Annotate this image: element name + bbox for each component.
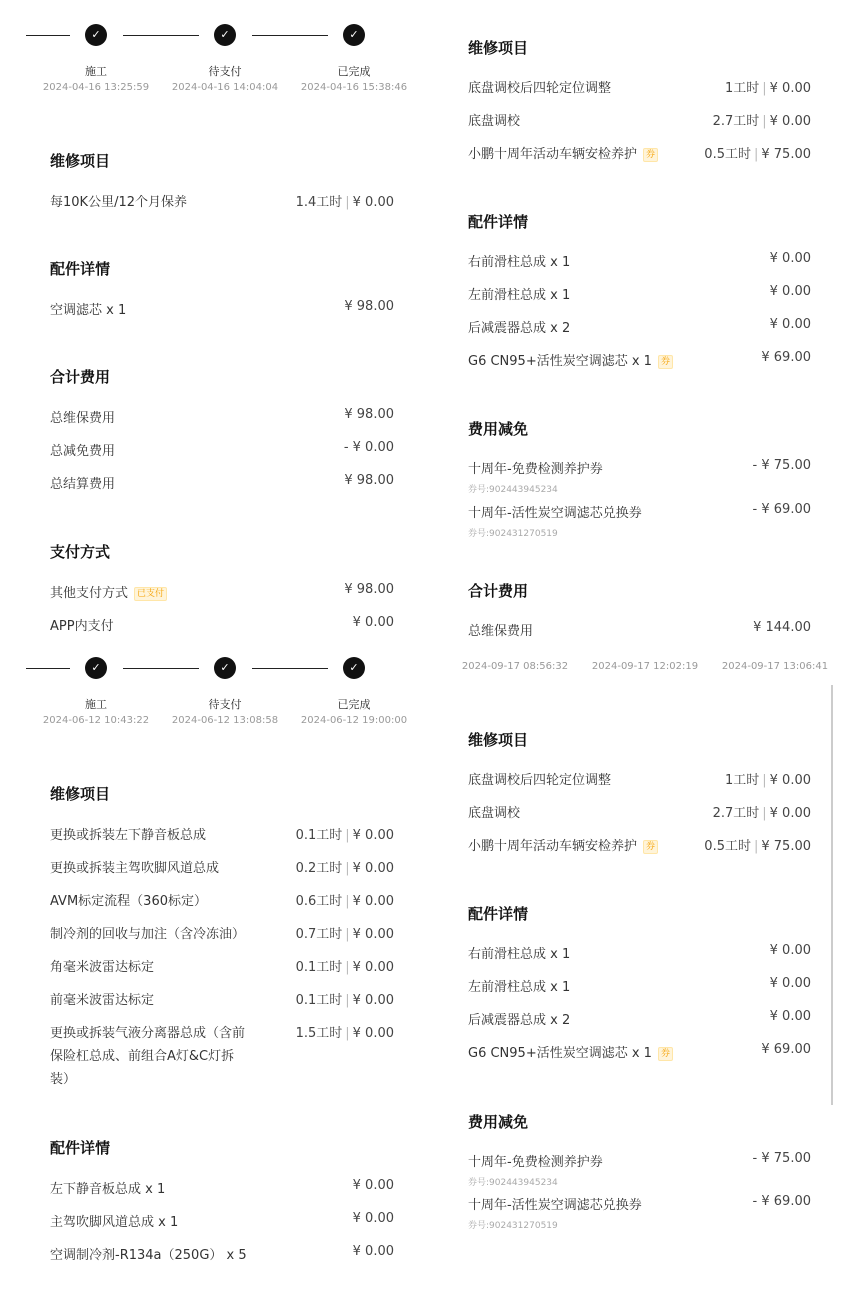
- order-panel-april: [0, 0, 430, 645]
- check-icon: ✓: [343, 657, 365, 679]
- progress-line: [26, 668, 70, 669]
- payment-price: ¥ 98.00: [344, 582, 394, 597]
- step-label: 施工: [85, 65, 107, 78]
- part-name: 左前滑柱总成 x 1: [468, 288, 571, 303]
- section-title: 支付方式: [50, 543, 111, 561]
- check-icon: ✓: [85, 24, 107, 46]
- item-name: 更换或拆装主驾吹脚风道总成: [50, 861, 220, 876]
- item-value: 1工时 | ¥ 0.00: [724, 773, 811, 788]
- discount-row: [468, 502, 811, 526]
- repair-item-row: [50, 923, 394, 947]
- check-icon: ✓: [85, 657, 107, 679]
- item-value: 2.7工时 | ¥ 0.00: [712, 114, 811, 129]
- progress-line: [252, 35, 328, 36]
- part-price: ¥ 0.00: [769, 943, 811, 958]
- part-name: 空调滤芯 x 1: [50, 303, 127, 318]
- progress-line: [123, 668, 199, 669]
- total-name: 总减免费用: [50, 444, 116, 459]
- step-time: 2024-04-16 13:25:59: [42, 82, 150, 93]
- item-value: 2.7工时 | ¥ 0.00: [712, 806, 811, 821]
- total-row: [50, 440, 394, 464]
- repair-item-row: [468, 110, 811, 134]
- step-label: 已完成: [337, 698, 371, 711]
- total-row: [50, 407, 394, 431]
- discount-row: [468, 458, 811, 482]
- section-title: 配件详情: [468, 905, 529, 923]
- item-name: 底盘调校后四轮定位调整: [468, 773, 612, 788]
- progress-line: [252, 668, 328, 669]
- discount-name: 十周年-免费检测养护券: [468, 462, 603, 477]
- part-price: ¥ 69.00: [761, 1042, 811, 1057]
- total-price: ¥ 98.00: [344, 407, 394, 422]
- discount-name: 十周年-活性炭空调滤芯兑换券: [468, 506, 642, 521]
- part-row: [468, 976, 811, 1000]
- section-title: 维修项目: [50, 785, 111, 803]
- part-price: ¥ 0.00: [769, 284, 811, 299]
- repair-item-row: [50, 1022, 394, 1092]
- section-title: 合计费用: [468, 582, 529, 600]
- item-name: 小鹏十周年活动车辆安检养护 券: [468, 835, 658, 854]
- coupon-badge: 券: [658, 355, 673, 369]
- repair-item-row: [50, 956, 394, 980]
- total-name: 总结算费用: [50, 477, 116, 492]
- part-row: [468, 350, 811, 374]
- part-name: 后减震器总成 x 2: [468, 1013, 571, 1028]
- paid-badge: 已支付: [134, 587, 167, 601]
- item-value: 0.5工时 | ¥ 75.00: [704, 147, 811, 162]
- item-value: 0.5工时 | ¥ 75.00: [704, 839, 811, 854]
- section-title: 配件详情: [50, 1139, 111, 1157]
- repair-item-row: [50, 191, 394, 215]
- section-title: 费用减免: [468, 1113, 529, 1131]
- step-time: 2024-06-12 13:08:58: [171, 715, 279, 726]
- part-row: [468, 943, 811, 967]
- part-price: ¥ 0.00: [769, 1009, 811, 1024]
- item-name: 底盘调校后四轮定位调整: [468, 81, 612, 96]
- total-name: 总维保费用: [50, 411, 116, 426]
- item-value: 0.1工时 | ¥ 0.00: [295, 828, 394, 843]
- step-time: 2024-04-16 15:38:46: [300, 82, 408, 93]
- step-label: 已完成: [337, 65, 371, 78]
- repair-item-row: [50, 989, 394, 1013]
- check-icon: ✓: [214, 657, 236, 679]
- step-time: 2024-06-12 19:00:00: [300, 715, 408, 726]
- total-price: ¥ 98.00: [344, 473, 394, 488]
- section-title: 配件详情: [50, 260, 111, 278]
- part-row: [468, 251, 811, 275]
- discount-price: - ¥ 75.00: [752, 458, 811, 473]
- discount-price: - ¥ 75.00: [752, 1151, 811, 1166]
- section-title: 合计费用: [50, 368, 111, 386]
- coupon-badge: 券: [643, 840, 658, 854]
- order-panel-june: [0, 645, 430, 1290]
- section-title: 维修项目: [50, 152, 111, 170]
- section-title: 费用减免: [468, 420, 529, 438]
- item-value: 0.6工时 | ¥ 0.00: [295, 894, 394, 909]
- repair-item-row: [50, 824, 394, 848]
- item-value: 0.1工时 | ¥ 0.00: [295, 993, 394, 1008]
- item-value: 0.7工时 | ¥ 0.00: [295, 927, 394, 942]
- order-panel-september-bottom: [430, 645, 860, 1290]
- item-value: 1.4工时 | ¥ 0.00: [295, 195, 394, 210]
- coupon-number: 券号:902431270519: [468, 1221, 558, 1231]
- discount-price: - ¥ 69.00: [752, 502, 811, 517]
- item-value: 0.1工时 | ¥ 0.00: [295, 960, 394, 975]
- payment-name: APP内支付: [50, 619, 114, 634]
- discount-price: - ¥ 69.00: [752, 1194, 811, 1209]
- part-name: G6 CN95+活性炭空调滤芯 x 1 券: [468, 350, 673, 369]
- repair-item-row: [50, 890, 394, 914]
- part-row: [50, 1211, 394, 1235]
- section-title: 维修项目: [468, 731, 529, 749]
- item-name: 每10K公里/12个月保养: [50, 195, 187, 210]
- total-row: [468, 620, 811, 644]
- payment-row: [50, 615, 394, 639]
- step-time: 2024-09-17 13:06:41: [721, 661, 829, 672]
- part-name: 左下静音板总成 x 1: [50, 1182, 166, 1197]
- part-price: ¥ 69.00: [761, 350, 811, 365]
- part-name: 空调制冷剂-R134a（250G） x 5: [50, 1248, 247, 1263]
- payment-price: ¥ 0.00: [352, 615, 394, 630]
- part-price: ¥ 0.00: [769, 976, 811, 991]
- coupon-number: 券号:902431270519: [468, 529, 558, 539]
- section-title: 配件详情: [468, 213, 529, 231]
- part-price: ¥ 0.00: [352, 1211, 394, 1226]
- section-title: 维修项目: [468, 39, 529, 57]
- part-price: ¥ 0.00: [769, 317, 811, 332]
- item-name: 底盘调校: [468, 806, 521, 821]
- step-label: 待支付: [208, 65, 242, 78]
- part-row: [50, 1244, 394, 1268]
- item-value: 1.5工时 | ¥ 0.00: [295, 1026, 394, 1041]
- payment-name: 其他支付方式 已支付: [50, 582, 167, 601]
- discount-name: 十周年-活性炭空调滤芯兑换券: [468, 1198, 642, 1213]
- discount-row: [468, 1194, 811, 1218]
- part-price: ¥ 98.00: [344, 299, 394, 314]
- total-price: - ¥ 0.00: [343, 440, 394, 455]
- item-name: 底盘调校: [468, 114, 521, 129]
- part-row: [50, 1178, 394, 1202]
- part-name: 主驾吹脚风道总成 x 1: [50, 1215, 179, 1230]
- coupon-number: 券号:902443945234: [468, 1178, 558, 1188]
- total-row: [50, 473, 394, 497]
- part-row: [468, 284, 811, 308]
- part-price: ¥ 0.00: [352, 1178, 394, 1193]
- total-price: ¥ 144.00: [753, 620, 811, 635]
- part-price: ¥ 0.00: [769, 251, 811, 266]
- part-row: [468, 317, 811, 341]
- step-time: 2024-06-12 10:43:22: [42, 715, 150, 726]
- part-name: 右前滑柱总成 x 1: [468, 255, 571, 270]
- payment-row: [50, 582, 394, 606]
- step-time: 2024-04-16 14:04:04: [171, 82, 279, 93]
- repair-item-row: [468, 143, 811, 167]
- part-row: [50, 299, 394, 323]
- item-name: 前毫米波雷达标定: [50, 993, 155, 1008]
- step-time: 2024-09-17 12:02:19: [591, 661, 699, 672]
- item-name: 制冷剂的回收与加注（含冷冻油）: [50, 927, 246, 942]
- item-name: 更换或拆装左下静音板总成: [50, 828, 207, 843]
- scrollbar[interactable]: [831, 685, 833, 1105]
- part-row: [468, 1042, 811, 1066]
- repair-item-row: [468, 77, 811, 101]
- item-name: 小鹏十周年活动车辆安检养护 券: [468, 143, 658, 162]
- part-name: 后减震器总成 x 2: [468, 321, 571, 336]
- repair-item-row: [468, 835, 811, 859]
- item-name: 角毫米波雷达标定: [50, 960, 155, 975]
- discount-row: [468, 1151, 811, 1175]
- progress-line: [123, 35, 199, 36]
- repair-item-row: [50, 857, 394, 881]
- item-name: AVM标定流程（360标定）: [50, 894, 207, 909]
- part-row: [468, 1009, 811, 1033]
- coupon-badge: 券: [658, 1047, 673, 1061]
- part-name: 左前滑柱总成 x 1: [468, 980, 571, 995]
- coupon-badge: 券: [643, 148, 658, 162]
- check-icon: ✓: [214, 24, 236, 46]
- repair-item-row: [468, 769, 811, 793]
- total-name: 总维保费用: [468, 624, 534, 639]
- item-value: 1工时 | ¥ 0.00: [724, 81, 811, 96]
- step-time: 2024-09-17 08:56:32: [461, 661, 569, 672]
- step-label: 待支付: [208, 698, 242, 711]
- part-price: ¥ 0.00: [352, 1244, 394, 1259]
- step-label: 施工: [85, 698, 107, 711]
- coupon-number: 券号:902443945234: [468, 485, 558, 495]
- part-name: 右前滑柱总成 x 1: [468, 947, 571, 962]
- item-name: 更换或拆装气液分离器总成（含前 保险杠总成、前组合A灯&C灯拆 装）: [50, 1026, 246, 1087]
- order-panel-september-top: [430, 0, 860, 645]
- check-icon: ✓: [343, 24, 365, 46]
- repair-item-row: [468, 802, 811, 826]
- progress-line: [26, 35, 70, 36]
- discount-name: 十周年-免费检测养护券: [468, 1155, 603, 1170]
- part-name: G6 CN95+活性炭空调滤芯 x 1 券: [468, 1042, 673, 1061]
- item-value: 0.2工时 | ¥ 0.00: [295, 861, 394, 876]
